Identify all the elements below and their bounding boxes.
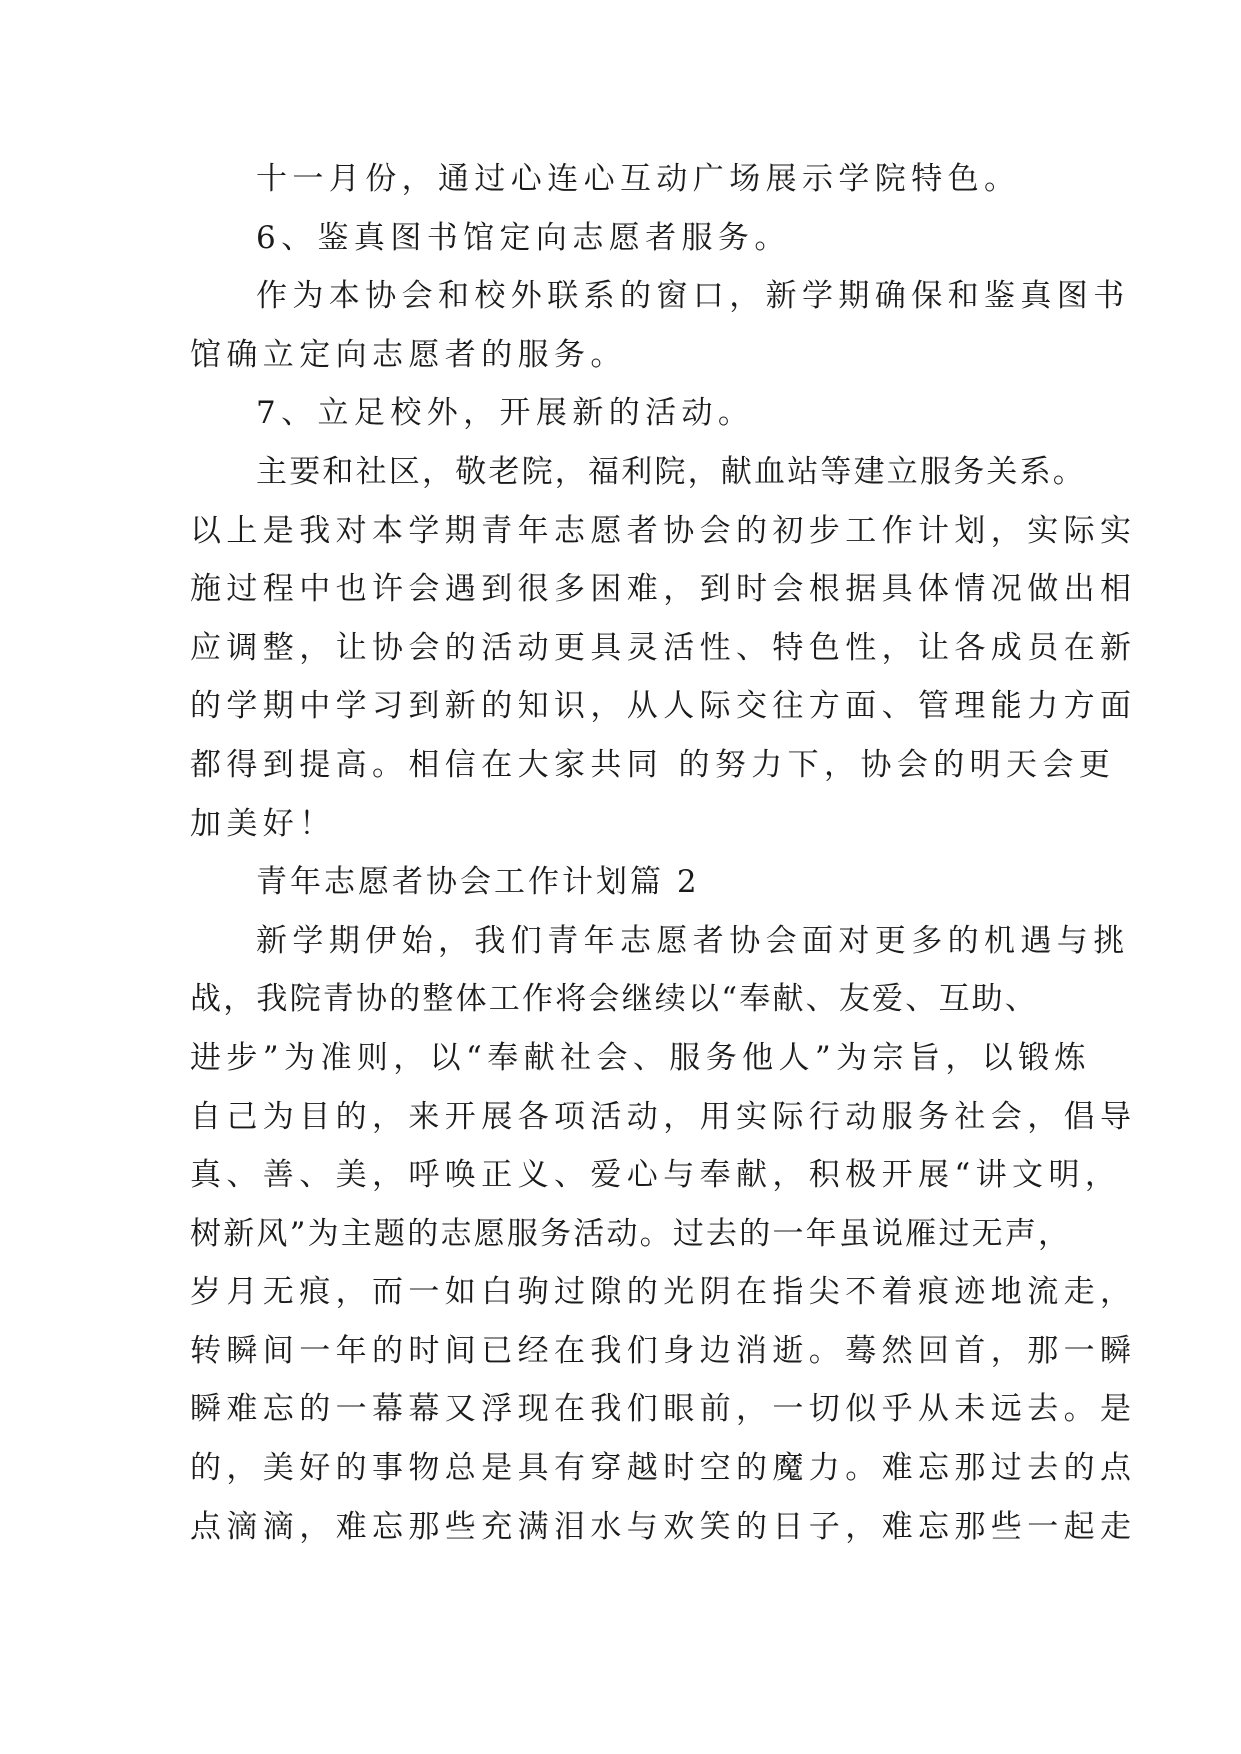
text-line: 都得到提高。相信在大家共同 的努力下，协会的明天会更 <box>190 746 1116 783</box>
text-line: 转瞬间一年的时间已经在我们身边消逝。蓦然回首，那一瞬 <box>190 1332 1137 1369</box>
text-line: 战，我院青协的整体工作将会继续以“奉献、友爱、互助、 <box>190 981 1039 1018</box>
text-line: 瞬难忘的一幕幕又浮现在我们眼前，一切似乎从未远去。是 <box>190 1391 1137 1428</box>
text-line: 施过程中也许会遇到很多困难，到时会根据具体情况做出相 <box>190 571 1137 608</box>
text-line: 主要和社区，敬老院，福利院，献血站等建立服务关系。 <box>256 453 1086 490</box>
text-line: 6、鉴真图书馆定向志愿者服务。 <box>256 219 791 256</box>
text-line: 的学期中学习到新的知识，从人际交往方面、管理能力方面 <box>190 688 1137 725</box>
text-line: 进步”为准则，以“奉献社会、服务他人”为宗旨，以锻炼 <box>190 1039 1091 1076</box>
text-line: 自己为目的，来开展各项活动，用实际行动服务社会，倡导 <box>190 1098 1137 1135</box>
text-line: 作为本协会和校外联系的窗口，新学期确保和鉴真图书 <box>256 278 1130 315</box>
text-line: 的，美好的事物总是具有穿越时空的魔力。难忘那过去的点 <box>190 1450 1137 1487</box>
section-heading: 青年志愿者协会工作计划篇 2 <box>256 864 700 901</box>
text-line: 真、善、美，呼唤正义、爱心与奉献，积极开展“讲文明， <box>190 1157 1122 1194</box>
text-line: 点滴滴，难忘那些充满泪水与欢笑的日子，难忘那些一起走 <box>190 1508 1137 1545</box>
text-line: 岁月无痕，而一如白驹过隙的光阴在指尖不着痕迹地流走， <box>190 1274 1137 1311</box>
text-line: 十一月份，通过心连心互动广场展示学院特色。 <box>256 161 1021 197</box>
text-line: 以上是我对本学期青年志愿者协会的初步工作计划，实际实 <box>190 512 1137 549</box>
text-line: 加美好！ <box>190 805 336 842</box>
document-body <box>190 150 1137 1556</box>
text-line: 7、立足校外，开展新的活动。 <box>256 395 755 432</box>
text-line: 馆确立定向志愿者的服务。 <box>190 336 627 373</box>
text-line: 新学期伊始，我们青年志愿者协会面对更多的机遇与挑 <box>256 922 1130 959</box>
text-line: 应调整，让协会的活动更具灵活性、特色性，让各成员在新 <box>190 629 1137 666</box>
text-line: 树新风”为主题的志愿服务活动。过去的一年虽说雁过无声， <box>190 1215 1072 1252</box>
